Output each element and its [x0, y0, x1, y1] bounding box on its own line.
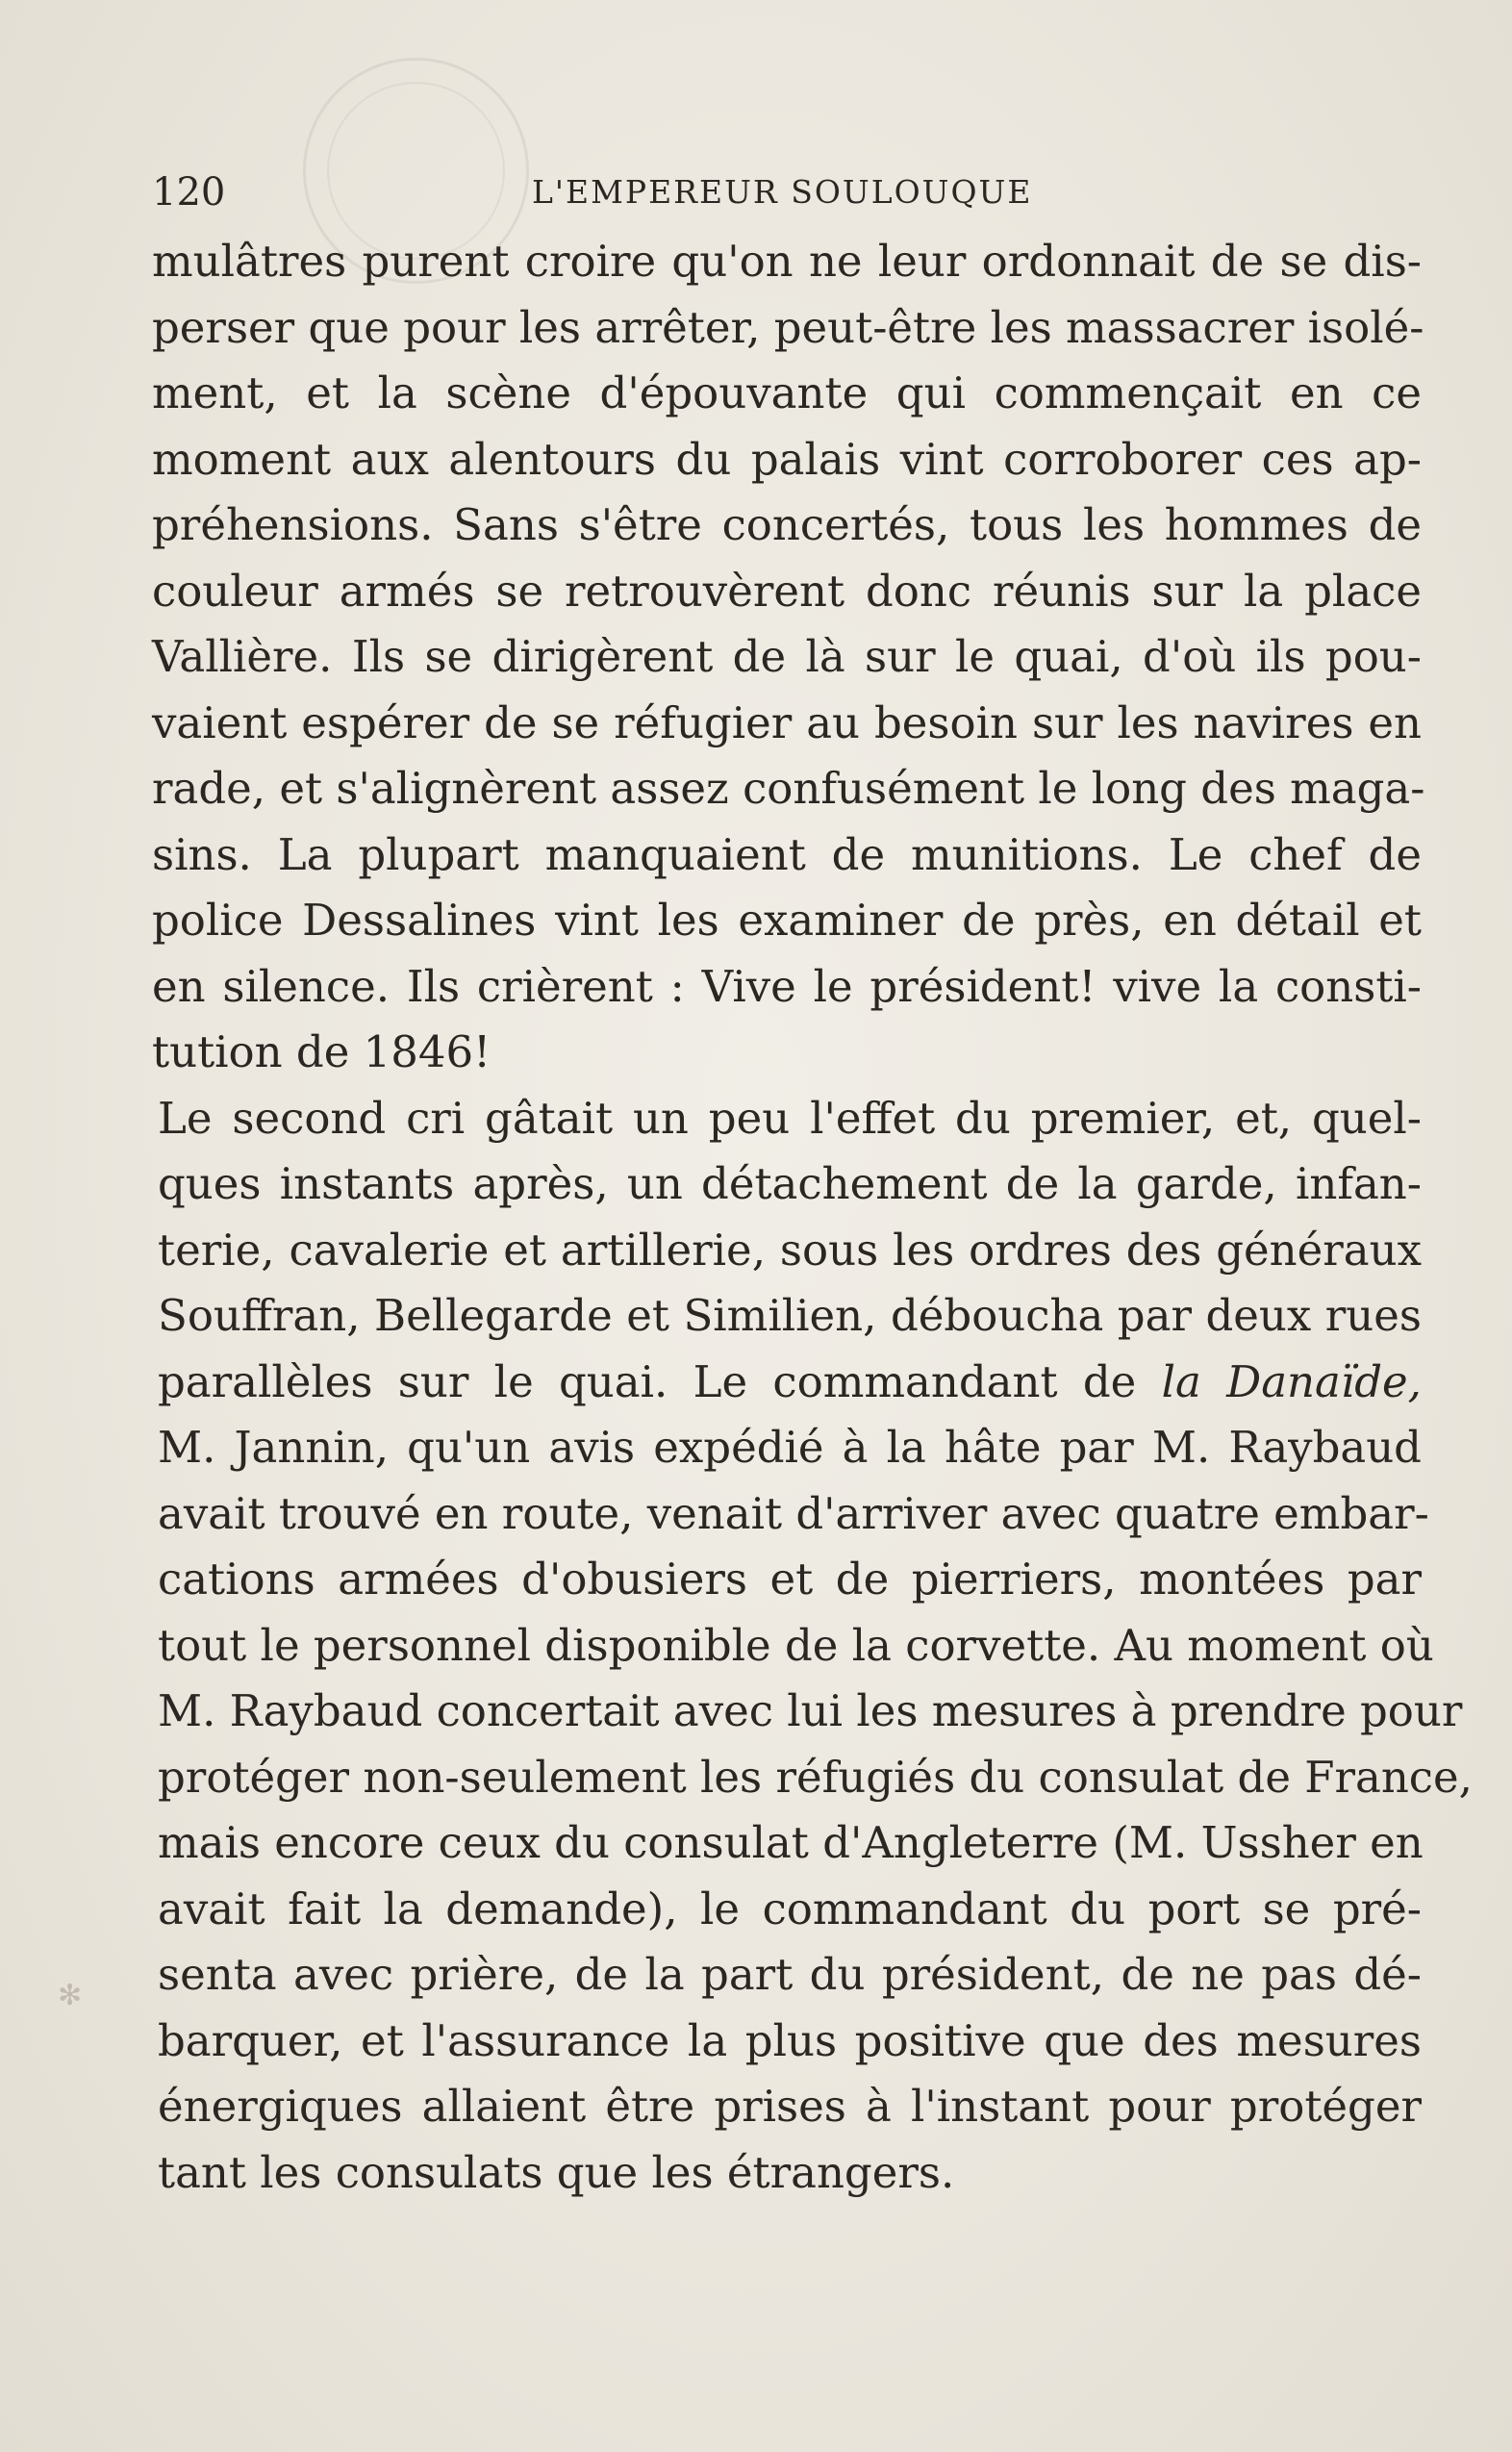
- body-text: [152, 229, 1473, 2206]
- text-line: moment aux alentours du palais vint corroborer ces ap-: [152, 433, 1422, 485]
- text-line: perser que pour les arrêter, peut-être les massacrer isolé-: [152, 301, 1424, 353]
- text-line: senta avec prière, de la part du président, de ne pas dé-: [158, 1949, 1422, 2000]
- text-line: sins. La plupart manquaient de munitions. Le chef de: [152, 828, 1422, 880]
- text-line: barquer, et l'assurance la plus positive que des mesures: [158, 2014, 1422, 2066]
- text-line: tant les consulats que les étrangers.: [158, 2146, 955, 2198]
- text-line: préhensions. Sans s'être concertés, tous les hommes de: [152, 499, 1422, 550]
- text-line: cations armées d'obusiers et de pierriers, montées par: [158, 1554, 1422, 1605]
- text-line: couleur armés se retrouvèrent donc réunis sur la place: [152, 565, 1422, 617]
- text-line: Vallière. Ils se dirigèrent de là sur le quai, d'où ils pou-: [152, 631, 1422, 682]
- text-line: énergiques allaient être prises à l'instant pour protéger: [158, 2081, 1422, 2132]
- text-line: terie, cavalerie et artillerie, sous les ordres des généraux: [158, 1224, 1422, 1276]
- text-line: tout le personnel disponible de la corvette. Au moment où: [158, 1619, 1434, 1671]
- text-line: ment, et la scène d'épouvante qui commençait en ce: [152, 367, 1422, 418]
- text-line: protéger non-seulement les réfugiés du consulat de France,: [158, 1751, 1473, 1803]
- running-title: L'EMPEREUR SOULOUQUE: [532, 173, 1033, 211]
- text-line: M. Raybaud concertait avec lui les mesures à prendre pour: [158, 1685, 1463, 1736]
- text-line: Le second cri gâtait un peu l'effet du premier, et, quel-: [158, 1092, 1422, 1144]
- text-line: avait fait la demande), le commandant du port se pré-: [158, 1883, 1422, 1934]
- text-segment: parallèles sur le quai. Le commandant de: [158, 1355, 1137, 1407]
- text-line: rade, et s'alignèrent assez confusément le long des maga-: [152, 763, 1425, 814]
- text-line: M. Jannin, qu'un avis expédié à la hâte par M. Raybaud: [158, 1422, 1422, 1473]
- text-line: ques instants après, un détachement de la garde, infan-: [158, 1158, 1422, 1209]
- text-line: Souffran, Bellegarde et Similien, déboucha par deux rues: [158, 1290, 1422, 1341]
- page-number: 120: [152, 170, 226, 215]
- ornament-mark-icon: ✻: [58, 1979, 83, 2012]
- text-line: police Dessalines vint les examiner de près, en détail et: [152, 895, 1422, 946]
- text-line: tution de 1846!: [152, 1026, 491, 1077]
- ship-name: la Danaïde,: [1161, 1355, 1422, 1407]
- text-line: vaient espérer de se réfugier au besoin sur les navires en: [152, 696, 1422, 748]
- text-line: mais encore ceux du consulat d'Angleterre (M. Ussher en: [158, 1817, 1424, 1868]
- text-line: avait trouvé en route, venait d'arriver avec quatre embar-: [158, 1487, 1429, 1539]
- page-header: [152, 164, 1422, 221]
- text-line: mulâtres purent croire qu'on ne leur ordonnait de se dis-: [152, 236, 1422, 287]
- text-line: en silence. Ils crièrent : Vive le président! vive la consti-: [152, 960, 1422, 1012]
- text-line-with-ship-name: [152, 1350, 1422, 1416]
